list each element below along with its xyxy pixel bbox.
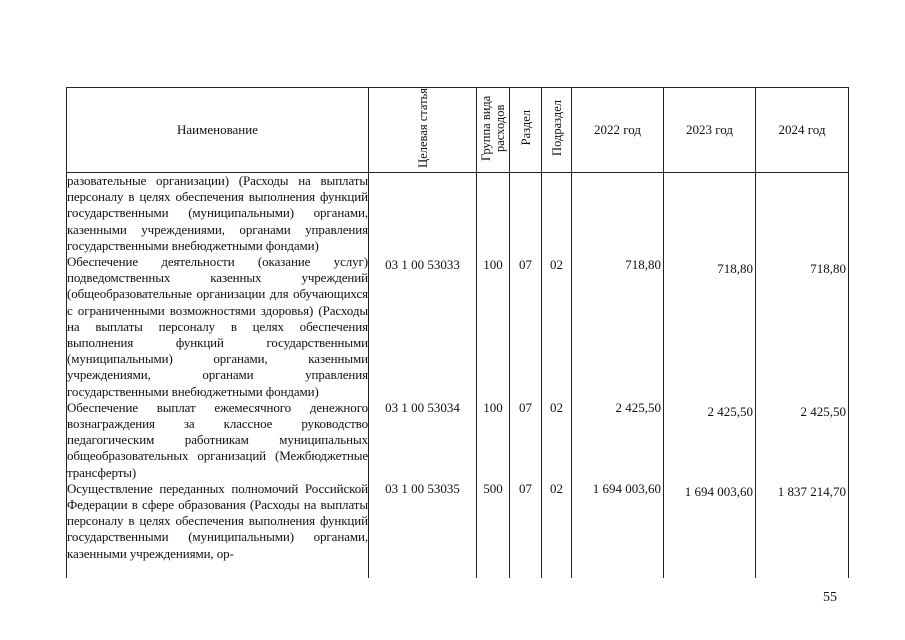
name-paragraph: разовательные организации) (Расходы на выплаты персоналу в целях обеспечения выполнения функций государственными (муниципальными) органами, казенными учреждениями, органами управления государственными внебюджетными фондами): [67, 173, 368, 253]
amount-2024-cell: [756, 173, 849, 579]
subsection-value: 02: [550, 400, 563, 415]
target-article-value: 03 1 00 53035: [385, 481, 460, 496]
name-paragraph: Обеспечение деятельности (оказание услуг) подведомственных казенных учреждений (общеобразовательные организации для обучающихся с ограниченными возможностями здоровья) (Расходы на выплаты персоналу в целях обеспечения выполнения функций государственными (муниципальными) органами, казенными учреждениями, органами управления государственными внебюджетными фондами): [67, 254, 368, 399]
amount-2022-value: 718,80: [625, 257, 661, 272]
name-paragraph: Обеспечение выплат ежемесячного денежного вознаграждения за классное руководство педагогическим работникам муниципальных общеобразовательных организаций (Межбюджетные трансферты): [67, 399, 368, 480]
name-cell: [67, 173, 369, 579]
name-paragraph: Осуществление переданных полномочий Российской Федерации в сфере образования (Расходы на выплаты персоналу в целях обеспечения выполнения функций государственными (муниципальными) органами, казенными учреждениями, ор-: [67, 480, 368, 561]
expense-group-cell: [477, 173, 510, 579]
header-target-article: Целевая статья: [369, 88, 477, 173]
table-header-row: [67, 88, 849, 173]
section-value: 07: [519, 481, 532, 496]
header-section: Раздел: [510, 88, 542, 173]
subsection-value: 02: [550, 257, 563, 272]
expense-group-value: 100: [483, 400, 503, 415]
amount-2024-value: 2 425,50: [800, 404, 846, 419]
amount-2022-value: 2 425,50: [615, 400, 661, 415]
amount-2023-cell: [664, 173, 756, 579]
expense-group-value: 500: [483, 481, 503, 496]
header-2023: 2023 год: [664, 88, 756, 173]
header-name: Наименование: [67, 88, 369, 173]
header-2024: 2024 год: [756, 88, 849, 173]
target-article-cell: [369, 173, 477, 579]
subsection-cell: [542, 173, 572, 579]
target-article-value: 03 1 00 53033: [385, 257, 460, 272]
table-body-row: [67, 173, 849, 579]
expense-group-value: 100: [483, 257, 503, 272]
section-cell: [510, 173, 542, 579]
amount-2024-value: 718,80: [810, 261, 846, 276]
amount-2024-value: 1 837 214,70: [777, 484, 846, 499]
section-value: 07: [519, 400, 532, 415]
subsection-value: 02: [550, 481, 563, 496]
header-expense-group: Группа вида расходов: [477, 88, 510, 173]
amount-2023-value: 1 694 003,60: [684, 484, 753, 499]
page-number: 55: [823, 590, 837, 605]
target-article-value: 03 1 00 53034: [385, 400, 460, 415]
amount-2023-value: 718,80: [717, 261, 753, 276]
amount-2022-cell: [572, 173, 664, 579]
section-value: 07: [519, 257, 532, 272]
header-subsection: Подраздел: [542, 88, 572, 173]
budget-table: [66, 87, 849, 578]
amount-2022-value: 1 694 003,60: [592, 481, 661, 496]
amount-2023-value: 2 425,50: [707, 404, 753, 419]
header-2022: 2022 год: [572, 88, 664, 173]
